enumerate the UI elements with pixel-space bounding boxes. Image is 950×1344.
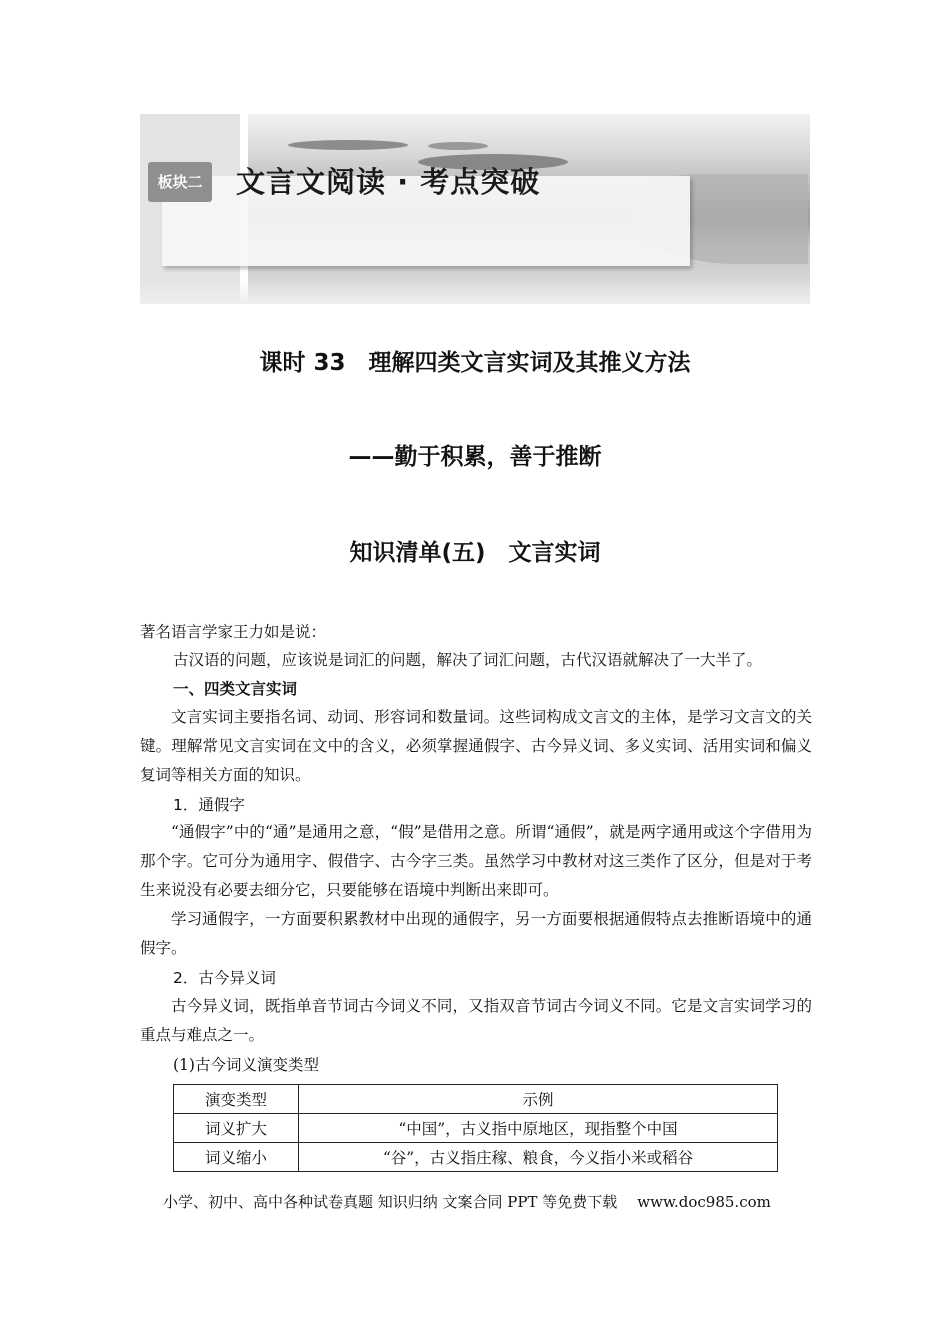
table-cell: 词义扩大 (174, 1114, 299, 1143)
table-cell: “谷”，古义指庄稼、粮食，今义指小米或稻谷 (299, 1143, 778, 1172)
banner-title: 文言文阅读 · 考点突破 (236, 165, 541, 199)
table-row (174, 1143, 778, 1172)
paragraph-tongjiazi-study: 学习通假字，一方面要积累教材中出现的通假字，另一方面要根据通假特点去推断语境中的通假字。 (140, 910, 812, 957)
section-tag: 板块二 (148, 162, 212, 202)
lesson-subtitle: ——勤于积累，善于推断 (348, 444, 602, 470)
paragraph-tongjiazi-definition: “通假字”中的“通”是通用之意，“假”是借用之意。所谓“通假”，就是两字通用或这个字借用为那个字。它可分为通用字、假借字、古今字三类。虽然学习中教材对这三类作了区分，但是对于考生来说没有必要去细分它，只要能够在语境中判断出来即可。 (140, 823, 812, 899)
heading-tongjiazi: 1．通假字 (173, 796, 245, 814)
footer-url[interactable]: www.doc985.com (637, 1193, 771, 1211)
heading-four-types: 一、四类文言实词 (173, 680, 298, 698)
lesson-title: 课时 33 理解四类文言实词及其推义方法 (259, 350, 691, 376)
page-footer (163, 1191, 771, 1212)
table-header-row (174, 1085, 778, 1114)
intro-line: 著名语言学家王力如是说： (140, 623, 327, 641)
heading-gujin-yiyi: 2．古今异义词 (173, 969, 276, 987)
subheading-evolution-types: (1)古今词义演变类型 (173, 1056, 319, 1074)
table-row (174, 1114, 778, 1143)
table-cell: 词义缩小 (174, 1143, 299, 1172)
table-header-cell: 演变类型 (174, 1085, 299, 1114)
footer-text: 小学、初中、高中各种试卷真题 知识归纳 文案合同 PPT 等免费下载 (163, 1193, 618, 1211)
paragraph-content-words: 文言实词主要指名词、动词、形容词和数量词。这些词构成文言文的主体，是学习文言文的关键。理解常见文言实词在文中的含义，必须掌握通假字、古今异义词、多义实词、活用实词和偏义复词等相关方面的知识。 (140, 708, 812, 784)
quote-line: 古汉语的问题，应该说是词汇的问题，解决了词汇问题，古代汉语就解决了一大半了。 (173, 651, 763, 669)
table-cell: “中国”，古义指中原地区，现指整个中国 (299, 1114, 778, 1143)
section-banner (140, 114, 810, 304)
paragraph-gujin-yiyi: 古今异义词，既指单音节词古今词义不同，又指双音节词古今词义不同。它是文言实词学习的重点与难点之一。 (140, 997, 812, 1044)
section-title: 知识清单(五) 文言实词 (349, 540, 601, 566)
table-header-cell: 示例 (299, 1085, 778, 1114)
evolution-table (173, 1084, 778, 1172)
